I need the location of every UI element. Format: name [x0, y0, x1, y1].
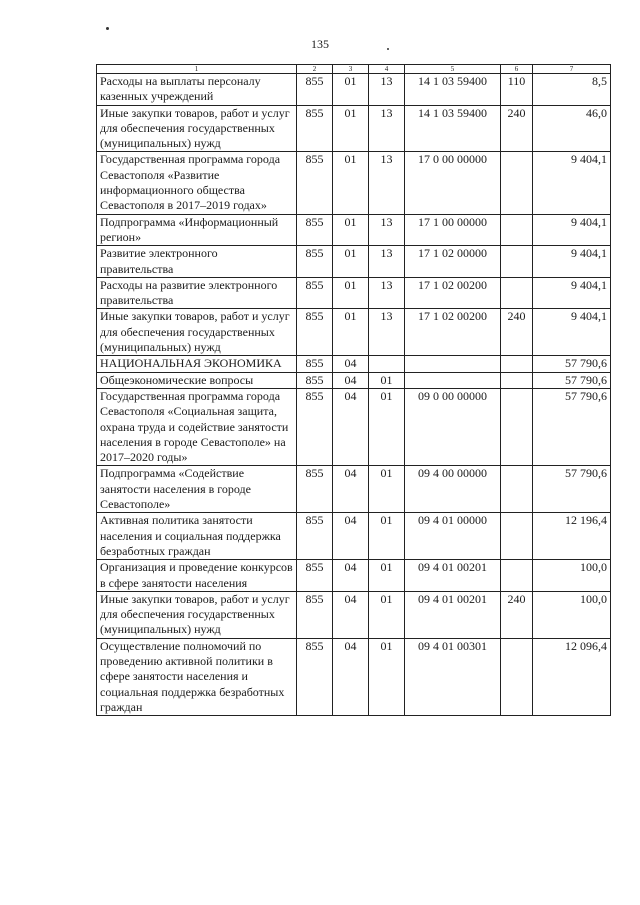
expense-type-cell [501, 560, 533, 592]
section-code-cell: 04 [333, 560, 369, 592]
ministry-code-cell: 855 [297, 466, 333, 513]
target-article-cell: 09 4 01 00201 [405, 560, 501, 592]
column-header-6: 6 [501, 65, 533, 74]
target-article-cell: 17 1 02 00200 [405, 309, 501, 356]
amount-cell: 9 404,1 [533, 214, 611, 246]
item-name-cell: Организация и проведение конкурсов в сфере занятости населения [97, 560, 297, 592]
amount-cell: 57 790,6 [533, 388, 611, 465]
expense-type-cell: 240 [501, 309, 533, 356]
target-article-cell [405, 372, 501, 388]
table-row [97, 638, 611, 715]
ministry-code-cell: 855 [297, 388, 333, 465]
subsection-code-cell: 13 [369, 105, 405, 152]
page-number: 135 [311, 37, 329, 51]
item-name-cell: НАЦИОНАЛЬНАЯ ЭКОНОМИКА [97, 356, 297, 372]
subsection-code-cell: 13 [369, 74, 405, 106]
target-article-cell: 14 1 03 59400 [405, 74, 501, 106]
subsection-code-cell: 13 [369, 246, 405, 278]
subsection-code-cell: 01 [369, 560, 405, 592]
item-name-cell: Иные закупки товаров, работ и услуг для обеспечения государственных (муниципальных) нужд [97, 105, 297, 152]
section-code-cell: 04 [333, 356, 369, 372]
ministry-code-cell: 855 [297, 591, 333, 638]
target-article-cell: 09 4 01 00000 [405, 513, 501, 560]
ministry-code-cell: 855 [297, 513, 333, 560]
item-name-cell: Активная политика занятости населения и социальная поддержка безработных граждан [97, 513, 297, 560]
expense-type-cell: 240 [501, 105, 533, 152]
subsection-code-cell: 13 [369, 309, 405, 356]
subsection-code-cell [369, 356, 405, 372]
item-name-cell: Подпрограмма «Содействие занятости населения в городе Севастополе» [97, 466, 297, 513]
amount-cell: 12 196,4 [533, 513, 611, 560]
section-code-cell: 01 [333, 152, 369, 214]
amount-cell: 9 404,1 [533, 246, 611, 278]
ministry-code-cell: 855 [297, 214, 333, 246]
table-row [97, 388, 611, 465]
amount-cell: 9 404,1 [533, 277, 611, 309]
section-code-cell: 04 [333, 466, 369, 513]
amount-cell: 9 404,1 [533, 152, 611, 214]
subsection-code-cell: 01 [369, 513, 405, 560]
ministry-code-cell: 855 [297, 74, 333, 106]
amount-cell: 12 096,4 [533, 638, 611, 715]
amount-cell: 8,5 [533, 74, 611, 106]
amount-cell: 57 790,6 [533, 466, 611, 513]
section-code-cell: 01 [333, 309, 369, 356]
expense-type-cell [501, 513, 533, 560]
expense-type-cell [501, 388, 533, 465]
expense-type-cell [501, 277, 533, 309]
target-article-cell: 17 1 02 00200 [405, 277, 501, 309]
section-code-cell: 01 [333, 105, 369, 152]
table-row [97, 560, 611, 592]
subsection-code-cell: 13 [369, 152, 405, 214]
item-name-cell: Расходы на развитие электронного правительства [97, 277, 297, 309]
target-article-cell: 09 0 00 00000 [405, 388, 501, 465]
section-code-cell: 04 [333, 388, 369, 465]
ministry-code-cell: 855 [297, 309, 333, 356]
table-body [97, 74, 611, 716]
section-code-cell: 01 [333, 74, 369, 106]
item-name-cell: Расходы на выплаты персоналу казенных учреждений [97, 74, 297, 106]
subsection-code-cell: 01 [369, 466, 405, 513]
item-name-cell: Подпрограмма «Информационный регион» [97, 214, 297, 246]
table-row [97, 372, 611, 388]
ministry-code-cell: 855 [297, 356, 333, 372]
item-name-cell: Иные закупки товаров, работ и услуг для обеспечения государственных (муниципальных) нужд [97, 591, 297, 638]
scan-speck [106, 27, 109, 30]
item-name-cell: Государственная программа города Севастополя «Развитие информационного общества Севастополя в 2017–2019 годах» [97, 152, 297, 214]
expense-type-cell [501, 246, 533, 278]
column-header-2: 2 [297, 65, 333, 74]
header-row [97, 65, 611, 74]
target-article-cell: 17 1 00 00000 [405, 214, 501, 246]
section-code-cell: 04 [333, 591, 369, 638]
item-name-cell: Государственная программа города Севастополя «Социальная защита, охрана труда и содействие занятости населения в городе Севастополе» на 2017–2020 годы» [97, 388, 297, 465]
ministry-code-cell: 855 [297, 560, 333, 592]
ministry-code-cell: 855 [297, 152, 333, 214]
section-code-cell: 01 [333, 277, 369, 309]
target-article-cell [405, 356, 501, 372]
target-article-cell: 17 1 02 00000 [405, 246, 501, 278]
table-row [97, 246, 611, 278]
expense-type-cell: 110 [501, 74, 533, 106]
ministry-code-cell: 855 [297, 105, 333, 152]
section-code-cell: 04 [333, 372, 369, 388]
column-header-7: 7 [533, 65, 611, 74]
section-code-cell: 04 [333, 638, 369, 715]
amount-cell: 100,0 [533, 591, 611, 638]
column-header-4: 4 [369, 65, 405, 74]
section-code-cell: 01 [333, 246, 369, 278]
expense-type-cell [501, 372, 533, 388]
column-header-5: 5 [405, 65, 501, 74]
subsection-code-cell: 13 [369, 214, 405, 246]
section-code-cell: 01 [333, 214, 369, 246]
expense-type-cell [501, 638, 533, 715]
item-name-cell: Осуществление полномочий по проведению активной политики в сфере занятости населения и социальная поддержка безработных граждан [97, 638, 297, 715]
budget-table [96, 64, 611, 716]
amount-cell: 46,0 [533, 105, 611, 152]
table-row [97, 466, 611, 513]
table-row [97, 152, 611, 214]
table-row [97, 356, 611, 372]
ministry-code-cell: 855 [297, 638, 333, 715]
target-article-cell: 17 0 00 00000 [405, 152, 501, 214]
item-name-cell: Иные закупки товаров, работ и услуг для обеспечения государственных (муниципальных) нужд [97, 309, 297, 356]
section-code-cell: 04 [333, 513, 369, 560]
expense-type-cell [501, 356, 533, 372]
table-row [97, 513, 611, 560]
subsection-code-cell: 01 [369, 638, 405, 715]
table-row [97, 277, 611, 309]
table-row [97, 74, 611, 106]
amount-cell: 57 790,6 [533, 356, 611, 372]
table-row [97, 105, 611, 152]
table-row [97, 214, 611, 246]
expense-type-cell [501, 466, 533, 513]
ministry-code-cell: 855 [297, 277, 333, 309]
amount-cell: 57 790,6 [533, 372, 611, 388]
target-article-cell: 09 4 01 00301 [405, 638, 501, 715]
target-article-cell: 09 4 01 00201 [405, 591, 501, 638]
subsection-code-cell: 01 [369, 388, 405, 465]
column-header-3: 3 [333, 65, 369, 74]
table-row [97, 591, 611, 638]
table-row [97, 309, 611, 356]
target-article-cell: 09 4 00 00000 [405, 466, 501, 513]
amount-cell: 100,0 [533, 560, 611, 592]
table-header [97, 65, 611, 74]
amount-cell: 9 404,1 [533, 309, 611, 356]
subsection-code-cell: 01 [369, 591, 405, 638]
expense-type-cell: 240 [501, 591, 533, 638]
ministry-code-cell: 855 [297, 372, 333, 388]
expense-type-cell [501, 214, 533, 246]
target-article-cell: 14 1 03 59400 [405, 105, 501, 152]
column-header-1: 1 [97, 65, 297, 74]
expense-type-cell [501, 152, 533, 214]
subsection-code-cell: 01 [369, 372, 405, 388]
item-name-cell: Развитие электронного правительства [97, 246, 297, 278]
item-name-cell: Общеэкономические вопросы [97, 372, 297, 388]
ministry-code-cell: 855 [297, 246, 333, 278]
subsection-code-cell: 13 [369, 277, 405, 309]
